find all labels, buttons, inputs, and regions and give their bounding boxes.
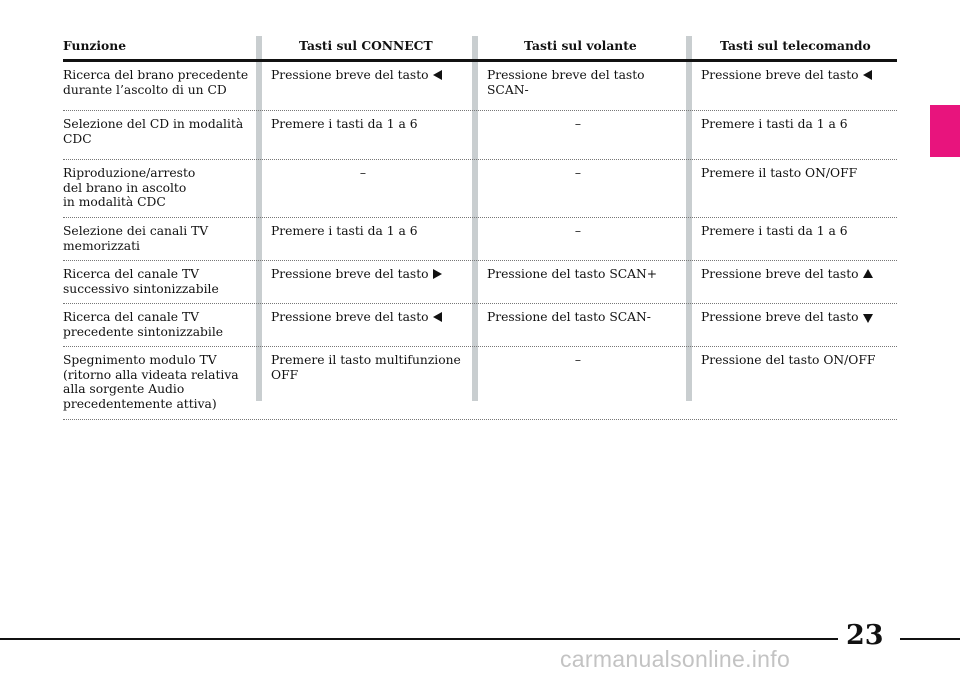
cell-volante: – <box>574 117 582 131</box>
cell-volante: – <box>574 353 582 367</box>
cell-funzione: Riproduzione/arresto del brano in ascolto in modalità CDC <box>63 166 196 209</box>
cell-connect: Pressione breve del tasto <box>271 68 442 83</box>
triangle-right-icon <box>433 269 442 279</box>
footer-rule <box>900 638 960 640</box>
cell-telecomando: Premere i tasti da 1 a 6 <box>701 224 848 238</box>
table-row <box>63 111 897 160</box>
function-table <box>63 36 897 420</box>
cell-volante: – <box>574 166 582 180</box>
header-volante: Tasti sul volante <box>524 38 637 53</box>
watermark: carmanualsonline.info <box>560 646 791 672</box>
cell-connect: – <box>359 166 367 180</box>
section-tab <box>930 105 960 157</box>
cell-funzione: Selezione del CD in modalità CDC <box>63 117 244 146</box>
cell-connect: Premere il tasto multifunzione OFF <box>271 353 461 382</box>
cell-funzione: Ricerca del brano precedente durante l’ascolto di un CD <box>63 68 249 97</box>
cell-funzione: Selezione dei canali TV memorizzati <box>63 224 209 253</box>
cell-funzione: Spegnimento modulo TV (ritorno alla videata relativa alla sorgente Audio precedentemente attiva) <box>63 353 239 411</box>
cell-volante: Pressione breve del tasto SCAN- <box>487 68 645 97</box>
triangle-left-icon <box>863 70 872 80</box>
cell-connect: Premere i tasti da 1 a 6 <box>271 224 418 238</box>
cell-connect: Premere i tasti da 1 a 6 <box>271 117 418 131</box>
cell-connect: Pressione breve del tasto <box>271 267 442 282</box>
header-connect: Tasti sul CONNECT <box>299 38 433 53</box>
cell-telecomando: Premere il tasto ON/OFF <box>701 166 858 180</box>
triangle-up-icon <box>863 269 873 278</box>
table-row <box>63 261 897 304</box>
triangle-left-icon <box>433 70 442 80</box>
cell-connect: Pressione breve del tasto <box>271 310 442 325</box>
table-row <box>63 347 897 420</box>
triangle-left-icon <box>433 312 442 322</box>
cell-volante: – <box>574 224 582 238</box>
footer-rule <box>0 638 838 640</box>
table-row <box>63 68 897 111</box>
cell-funzione: Ricerca del canale TV precedente sintonizzabile <box>63 310 224 339</box>
header-funzione: Funzione <box>63 38 127 53</box>
table-row <box>63 160 897 218</box>
cell-telecomando: Pressione breve del tasto <box>701 68 872 83</box>
page-number: 23 <box>846 620 884 651</box>
cell-volante: Pressione del tasto SCAN+ <box>487 267 658 281</box>
table-row <box>63 304 897 347</box>
cell-volante: Pressione del tasto SCAN- <box>487 310 651 324</box>
table-header <box>63 36 897 62</box>
cell-telecomando: Pressione breve del tasto <box>701 310 873 325</box>
cell-telecomando: Premere i tasti da 1 a 6 <box>701 117 848 131</box>
cell-telecomando: Pressione breve del tasto <box>701 267 873 282</box>
header-telecomando: Tasti sul telecomando <box>720 38 871 53</box>
table-row <box>63 218 897 261</box>
cell-funzione: Ricerca del canale TV successivo sintonizzabile <box>63 267 219 296</box>
cell-telecomando: Pressione del tasto ON/OFF <box>701 353 876 367</box>
triangle-down-icon <box>863 314 873 323</box>
